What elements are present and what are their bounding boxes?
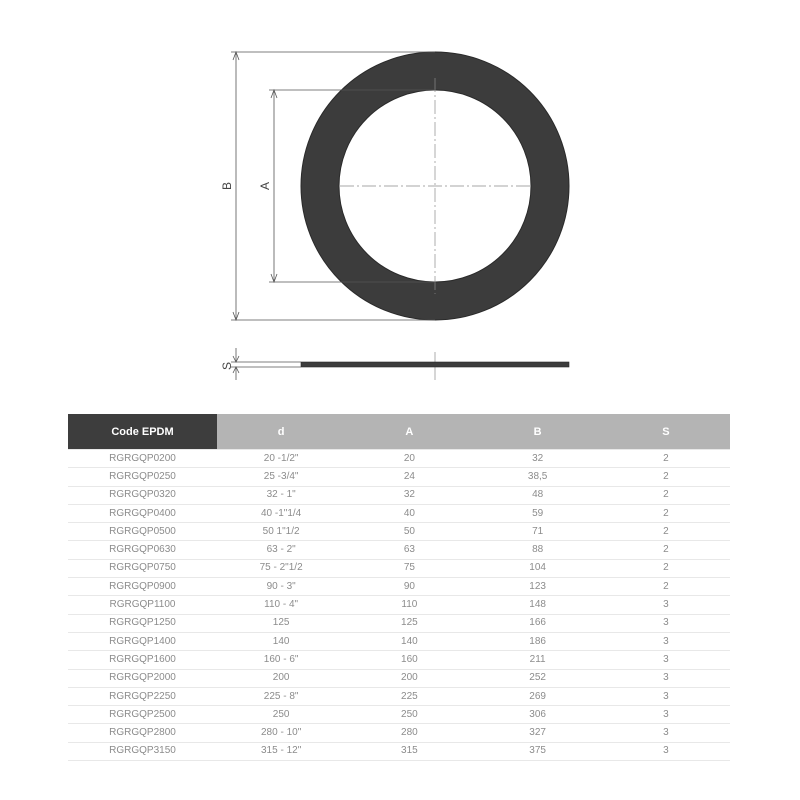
cell-code: RGRGQP0630 bbox=[68, 541, 217, 559]
cell-b: 269 bbox=[474, 687, 602, 705]
cell-b: 148 bbox=[474, 596, 602, 614]
cell-a: 225 bbox=[345, 687, 473, 705]
cell-d: 200 bbox=[217, 669, 345, 687]
cell-a: 50 bbox=[345, 523, 473, 541]
cell-code: RGRGQP0750 bbox=[68, 559, 217, 577]
cell-b: 59 bbox=[474, 504, 602, 522]
cell-a: 110 bbox=[345, 596, 473, 614]
dimensions-table bbox=[68, 414, 730, 761]
dimension-s-label: S bbox=[220, 361, 234, 371]
cell-a: 90 bbox=[345, 578, 473, 596]
cell-b: 166 bbox=[474, 614, 602, 632]
table-body bbox=[68, 450, 730, 761]
cell-b: 123 bbox=[474, 578, 602, 596]
cell-code: RGRGQP0250 bbox=[68, 468, 217, 486]
cell-d: 225 - 8" bbox=[217, 687, 345, 705]
cell-s: 2 bbox=[602, 578, 730, 596]
cell-code: RGRGQP1400 bbox=[68, 632, 217, 650]
cell-s: 3 bbox=[602, 614, 730, 632]
cell-d: 110 - 4" bbox=[217, 596, 345, 614]
cell-b: 252 bbox=[474, 669, 602, 687]
table-row bbox=[68, 541, 730, 559]
gasket-side-view bbox=[301, 362, 569, 367]
cell-s: 3 bbox=[602, 706, 730, 724]
cell-d: 25 -3/4" bbox=[217, 468, 345, 486]
cell-code: RGRGQP0500 bbox=[68, 523, 217, 541]
header-a: A bbox=[345, 414, 473, 450]
table-row bbox=[68, 614, 730, 632]
table-header-row bbox=[68, 414, 730, 450]
table-row bbox=[68, 523, 730, 541]
cell-a: 200 bbox=[345, 669, 473, 687]
cell-b: 48 bbox=[474, 486, 602, 504]
dimension-a-label: A bbox=[258, 181, 272, 191]
cell-a: 280 bbox=[345, 724, 473, 742]
header-d: d bbox=[217, 414, 345, 450]
cell-a: 250 bbox=[345, 706, 473, 724]
cell-s: 3 bbox=[602, 596, 730, 614]
cell-s: 3 bbox=[602, 687, 730, 705]
cell-b: 38,5 bbox=[474, 468, 602, 486]
dimension-b-label: B bbox=[220, 181, 234, 191]
cell-a: 32 bbox=[345, 486, 473, 504]
table-row bbox=[68, 450, 730, 468]
cell-a: 315 bbox=[345, 742, 473, 760]
cell-s: 2 bbox=[602, 468, 730, 486]
cell-code: RGRGQP3150 bbox=[68, 742, 217, 760]
cell-d: 32 - 1" bbox=[217, 486, 345, 504]
table-row bbox=[68, 596, 730, 614]
cell-d: 40 -1"1/4 bbox=[217, 504, 345, 522]
cell-b: 327 bbox=[474, 724, 602, 742]
table-row bbox=[68, 724, 730, 742]
cell-d: 63 - 2" bbox=[217, 541, 345, 559]
cell-b: 186 bbox=[474, 632, 602, 650]
cell-s: 2 bbox=[602, 523, 730, 541]
table-row bbox=[68, 504, 730, 522]
cell-d: 75 - 2"1/2 bbox=[217, 559, 345, 577]
cell-d: 125 bbox=[217, 614, 345, 632]
cell-a: 63 bbox=[345, 541, 473, 559]
cell-s: 2 bbox=[602, 450, 730, 468]
header-code-epdm: Code EPDM bbox=[68, 414, 217, 450]
cell-code: RGRGQP1600 bbox=[68, 651, 217, 669]
cell-code: RGRGQP1100 bbox=[68, 596, 217, 614]
cell-s: 3 bbox=[602, 651, 730, 669]
table-row bbox=[68, 669, 730, 687]
cell-d: 160 - 6" bbox=[217, 651, 345, 669]
cell-code: RGRGQP0400 bbox=[68, 504, 217, 522]
table-row bbox=[68, 706, 730, 724]
cell-code: RGRGQP2000 bbox=[68, 669, 217, 687]
table-row bbox=[68, 742, 730, 760]
cell-s: 3 bbox=[602, 724, 730, 742]
cell-d: 250 bbox=[217, 706, 345, 724]
cell-d: 90 - 3" bbox=[217, 578, 345, 596]
cell-code: RGRGQP1250 bbox=[68, 614, 217, 632]
cell-a: 75 bbox=[345, 559, 473, 577]
cell-d: 280 - 10" bbox=[217, 724, 345, 742]
cell-b: 306 bbox=[474, 706, 602, 724]
cell-a: 24 bbox=[345, 468, 473, 486]
cell-a: 20 bbox=[345, 450, 473, 468]
cell-d: 315 - 12" bbox=[217, 742, 345, 760]
cell-d: 20 -1/2" bbox=[217, 450, 345, 468]
header-b: B bbox=[474, 414, 602, 450]
cell-s: 2 bbox=[602, 559, 730, 577]
cell-code: RGRGQP0200 bbox=[68, 450, 217, 468]
cell-s: 3 bbox=[602, 669, 730, 687]
cell-code: RGRGQP0900 bbox=[68, 578, 217, 596]
cell-b: 375 bbox=[474, 742, 602, 760]
cell-d: 50 1"1/2 bbox=[217, 523, 345, 541]
cell-a: 140 bbox=[345, 632, 473, 650]
table-row bbox=[68, 578, 730, 596]
cell-b: 211 bbox=[474, 651, 602, 669]
cell-code: RGRGQP2500 bbox=[68, 706, 217, 724]
cell-code: RGRGQP0320 bbox=[68, 486, 217, 504]
table-row bbox=[68, 559, 730, 577]
cell-b: 71 bbox=[474, 523, 602, 541]
cell-a: 40 bbox=[345, 504, 473, 522]
cell-b: 32 bbox=[474, 450, 602, 468]
cell-code: RGRGQP2800 bbox=[68, 724, 217, 742]
cell-s: 2 bbox=[602, 486, 730, 504]
cell-code: RGRGQP2250 bbox=[68, 687, 217, 705]
cell-s: 3 bbox=[602, 632, 730, 650]
table-row bbox=[68, 486, 730, 504]
cell-b: 104 bbox=[474, 559, 602, 577]
cell-a: 125 bbox=[345, 614, 473, 632]
cell-b: 88 bbox=[474, 541, 602, 559]
header-s: S bbox=[602, 414, 730, 450]
table-row bbox=[68, 632, 730, 650]
cell-s: 3 bbox=[602, 742, 730, 760]
dimension-s bbox=[231, 348, 301, 380]
cell-s: 2 bbox=[602, 504, 730, 522]
table-row bbox=[68, 468, 730, 486]
cell-d: 140 bbox=[217, 632, 345, 650]
table-row bbox=[68, 651, 730, 669]
cell-s: 2 bbox=[602, 541, 730, 559]
table-row bbox=[68, 687, 730, 705]
cell-a: 160 bbox=[345, 651, 473, 669]
